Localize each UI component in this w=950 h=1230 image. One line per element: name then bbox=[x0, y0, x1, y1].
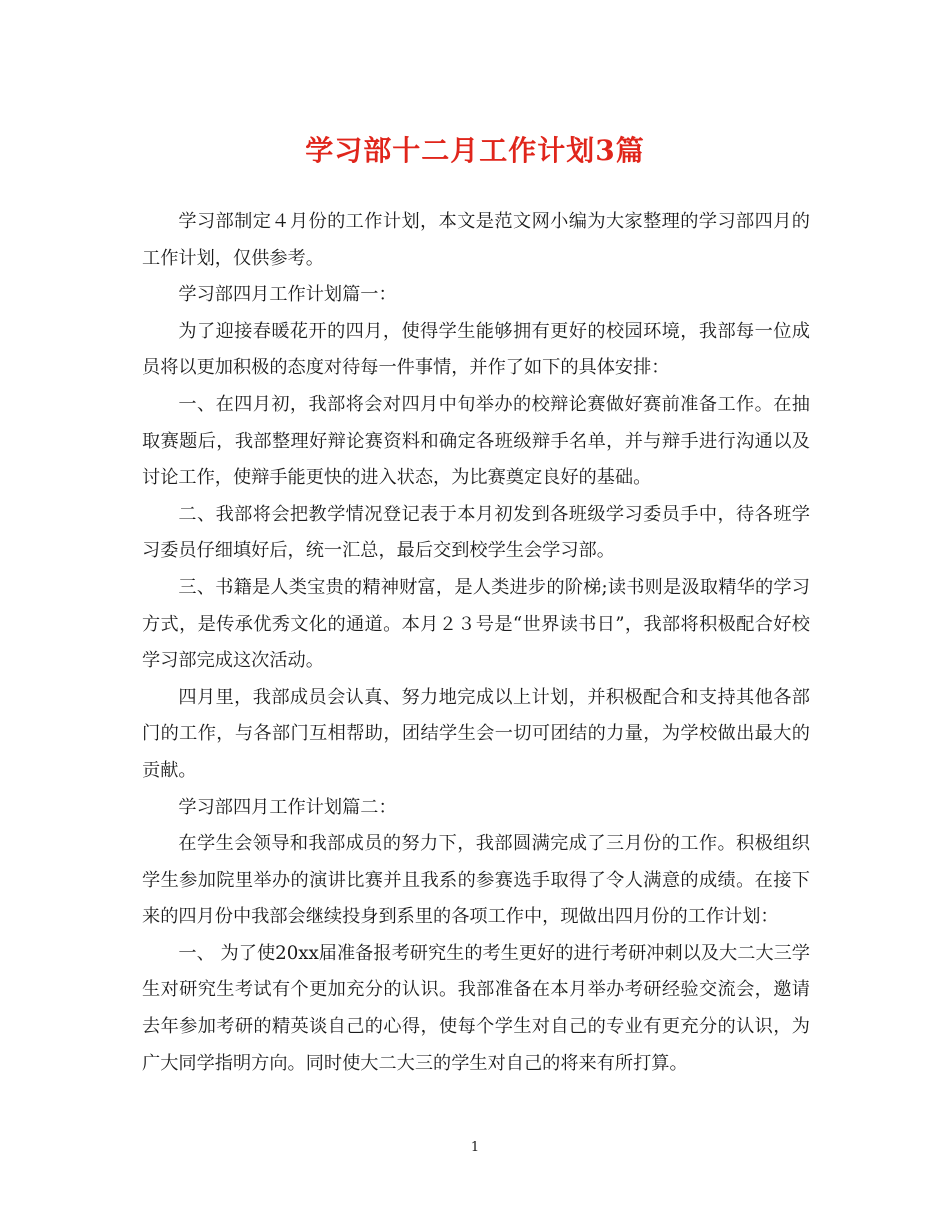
paragraph-intro: 学习部制定４月份的工作计划，本文是范文网小编为大家整理的学习部四月的工作计划，仅供参考。 bbox=[142, 211, 810, 269]
document-title: 学习部十二月工作计划3篇 bbox=[305, 134, 645, 167]
paragraph: 在学生会领导和我部成员的努力下，我部圆满完成了三月份的工作。积极组织学生参加院里举办的演讲比赛并且我系的参赛选手取得了令人满意的成绩。在接下来的四月份中我部会继续投身到系里的各项工作中，现做出四月份的工作计划： bbox=[142, 833, 810, 928]
paragraph: 二、我部将会把教学情况登记表于本月初发到各班级学习委员手中，待各班学习委员仔细填好后，统一汇总，最后交到校学生会学习部。 bbox=[142, 503, 810, 562]
page-number: 1 bbox=[470, 1140, 480, 1155]
paragraph: 为了迎接春暖花开的四月，使得学生能够拥有更好的校园环境，我部每一位成员将以更加积极的态度对待每一件事情，并作了如下的具体安排： bbox=[142, 320, 810, 379]
paragraph: 四月里，我部成员会认真、努力地完成以上计划，并积极配合和支持其他各部门的工作，与各部门互相帮助，团结学生会一切可团结的力量，为学校做出最大的贡献。 bbox=[142, 686, 810, 781]
paragraph: 一、在四月初，我部将会对四月中旬举办的校辩论赛做好赛前准备工作。在抽取赛题后，我部整理好辩论赛资料和确定各班级辩手名单，并与辩手进行沟通以及讨论工作，使辩手能更快的进入状态，为比赛奠定良好的基础。 bbox=[142, 393, 810, 489]
document-body bbox=[142, 204, 810, 1082]
section-heading-plan-one: 学习部四月工作计划篇一： bbox=[178, 284, 397, 306]
paragraph: 三、书籍是人类宝贵的精神财富，是人类进步的阶梯;读书则是汲取精华的学习方式，是传承优秀文化的通道。本月２３号是“世界读书日”，我部将积极配合好校学习部完成这次活动。 bbox=[142, 576, 810, 672]
section-heading-plan-two: 学习部四月工作计划篇二： bbox=[178, 796, 397, 818]
paragraph: 一、 为了使20xx届准备报考研究生的考生更好的进行考研冲刺以及大二大三学生对研究生考试有个更加充分的认识。我部准备在本月举办考研经验交流会，邀请去年参加考研的精英谈自己的心得，使每个学生对自己的专业有更充分的认识，为广大同学指明方向。同时使大二大三的学生对自己的将来有所打算。 bbox=[142, 942, 810, 1074]
